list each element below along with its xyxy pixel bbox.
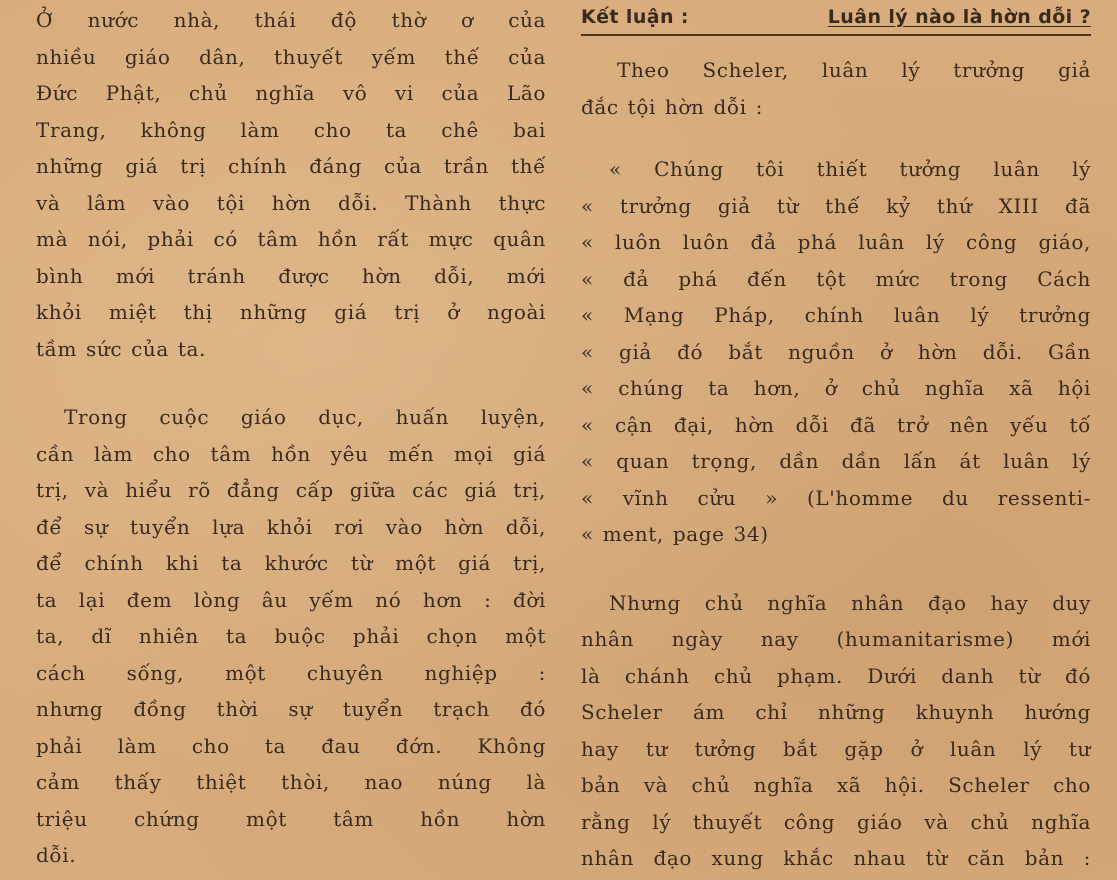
text-line: và lâm vào tội hờn dỗi. Thành thực bbox=[36, 190, 546, 215]
text-line: « Mạng Pháp, chính luân lý trưởng bbox=[581, 303, 1091, 327]
text-line: ta lại đem lòng âu yếm nó hơn : đời bbox=[36, 587, 546, 612]
text-line: « chúng ta hơn, ở chủ nghĩa xã hội bbox=[581, 376, 1091, 400]
text-line: mà nói, phải có tâm hồn rất mực quân bbox=[36, 227, 546, 251]
text-line: bình mới tránh được hờn dỗi, mới bbox=[36, 263, 546, 288]
paragraph-gap bbox=[581, 125, 1091, 151]
text-line: « luôn luôn đả phá luân lý công giáo, bbox=[581, 230, 1091, 254]
text-line: « đả phá đến tột mức trong Cách bbox=[581, 266, 1091, 291]
left-paragraph-1 bbox=[36, 2, 546, 367]
text-line: nhân đạo xung khắc nhau từ căn bản : bbox=[581, 846, 1091, 870]
text-line: khỏi miệt thị những giá trị ở ngoài bbox=[36, 300, 546, 324]
text-line: « cận đại, hờn dỗi đã trở nên yếu tố bbox=[581, 412, 1091, 437]
section-header bbox=[581, 4, 1091, 36]
text-line: phải làm cho ta đau đớn. Không bbox=[36, 733, 546, 758]
text-line: nhiều giáo dân, thuyết yếm thế của bbox=[36, 44, 546, 69]
text-line: Theo Scheler, luân lý trưởng giả bbox=[617, 58, 1091, 82]
text-line: Đức Phật, chủ nghĩa vô vi của Lão bbox=[36, 81, 546, 105]
text-line: là chánh chủ phạm. Dưới danh từ đó bbox=[581, 663, 1091, 688]
heading-title: Luân lý nào là hờn dỗi ? bbox=[827, 6, 1091, 28]
right-column bbox=[581, 52, 1091, 877]
text-line: trị, và hiểu rõ đẳng cấp giữa các giá trị, bbox=[36, 478, 546, 502]
right-paragraph-1 bbox=[581, 52, 1091, 125]
text-line: Trang, không làm cho ta chê bai bbox=[36, 117, 546, 142]
text-line: « giả đó bắt nguồn ở hờn dỗi. Gần bbox=[581, 339, 1091, 364]
right-paragraph-quote bbox=[581, 151, 1091, 553]
text-line: bản và chủ nghĩa xã hội. Scheler cho bbox=[581, 773, 1091, 797]
text-line: « vĩnh cửu » (L'homme du ressenti- bbox=[581, 485, 1091, 510]
text-line: Nhưng chủ nghĩa nhân đạo hay duy bbox=[609, 590, 1091, 615]
text-line: rằng lý thuyết công giáo và chủ nghĩa bbox=[581, 809, 1091, 834]
text-line: những giá trị chính đáng của trần thế bbox=[36, 154, 546, 178]
text-line: Scheler ám chỉ những khuynh hướng bbox=[581, 700, 1091, 724]
section-heading bbox=[581, 4, 1091, 30]
text-line: cần làm cho tâm hồn yêu mến mọi giá bbox=[36, 441, 546, 466]
left-column bbox=[36, 2, 546, 874]
paragraph-gap bbox=[36, 367, 546, 399]
text-line: Trong cuộc giáo dục, huấn luyện, bbox=[64, 405, 546, 429]
text-line: nhưng đồng thời sự tuyển trạch đó bbox=[36, 697, 546, 721]
left-paragraph-2 bbox=[36, 399, 546, 874]
text-line: « quan trọng, dần dần lấn át luân lý bbox=[581, 449, 1091, 473]
heading-label: Kết luận : bbox=[581, 6, 689, 28]
text-line: dỗi. bbox=[36, 843, 77, 867]
text-line: « trưởng giả từ thế kỷ thứ XIII đã bbox=[581, 193, 1091, 218]
text-line: đắc tội hờn dỗi : bbox=[581, 94, 764, 119]
text-line: hay tư tưởng bắt gặp ở luân lý tư bbox=[581, 736, 1091, 761]
text-line: để chính khi ta khước từ một giá trị, bbox=[36, 551, 546, 575]
text-line: ta, dĩ nhiên ta buộc phải chọn một bbox=[36, 624, 546, 648]
right-paragraph-3 bbox=[581, 585, 1091, 877]
text-line: Ở nước nhà, thái độ thờ ơ của bbox=[36, 8, 546, 32]
text-line: « Chúng tôi thiết tưởng luân lý bbox=[609, 157, 1091, 181]
text-line: triệu chứng một tâm hồn hờn bbox=[36, 806, 546, 831]
text-line: để sự tuyển lựa khỏi rơi vào hờn dỗi, bbox=[36, 514, 546, 539]
text-line: nhân ngày nay (humanitarisme) mới bbox=[581, 627, 1091, 651]
text-line: cảm thấy thiệt thòi, nao núng là bbox=[36, 770, 546, 794]
text-line: « ment, page 34) bbox=[581, 522, 769, 546]
text-line: cách sống, một chuyên nghiệp : bbox=[36, 660, 546, 685]
text-line: tầm sức của ta. bbox=[36, 336, 206, 361]
paragraph-gap bbox=[581, 553, 1091, 585]
